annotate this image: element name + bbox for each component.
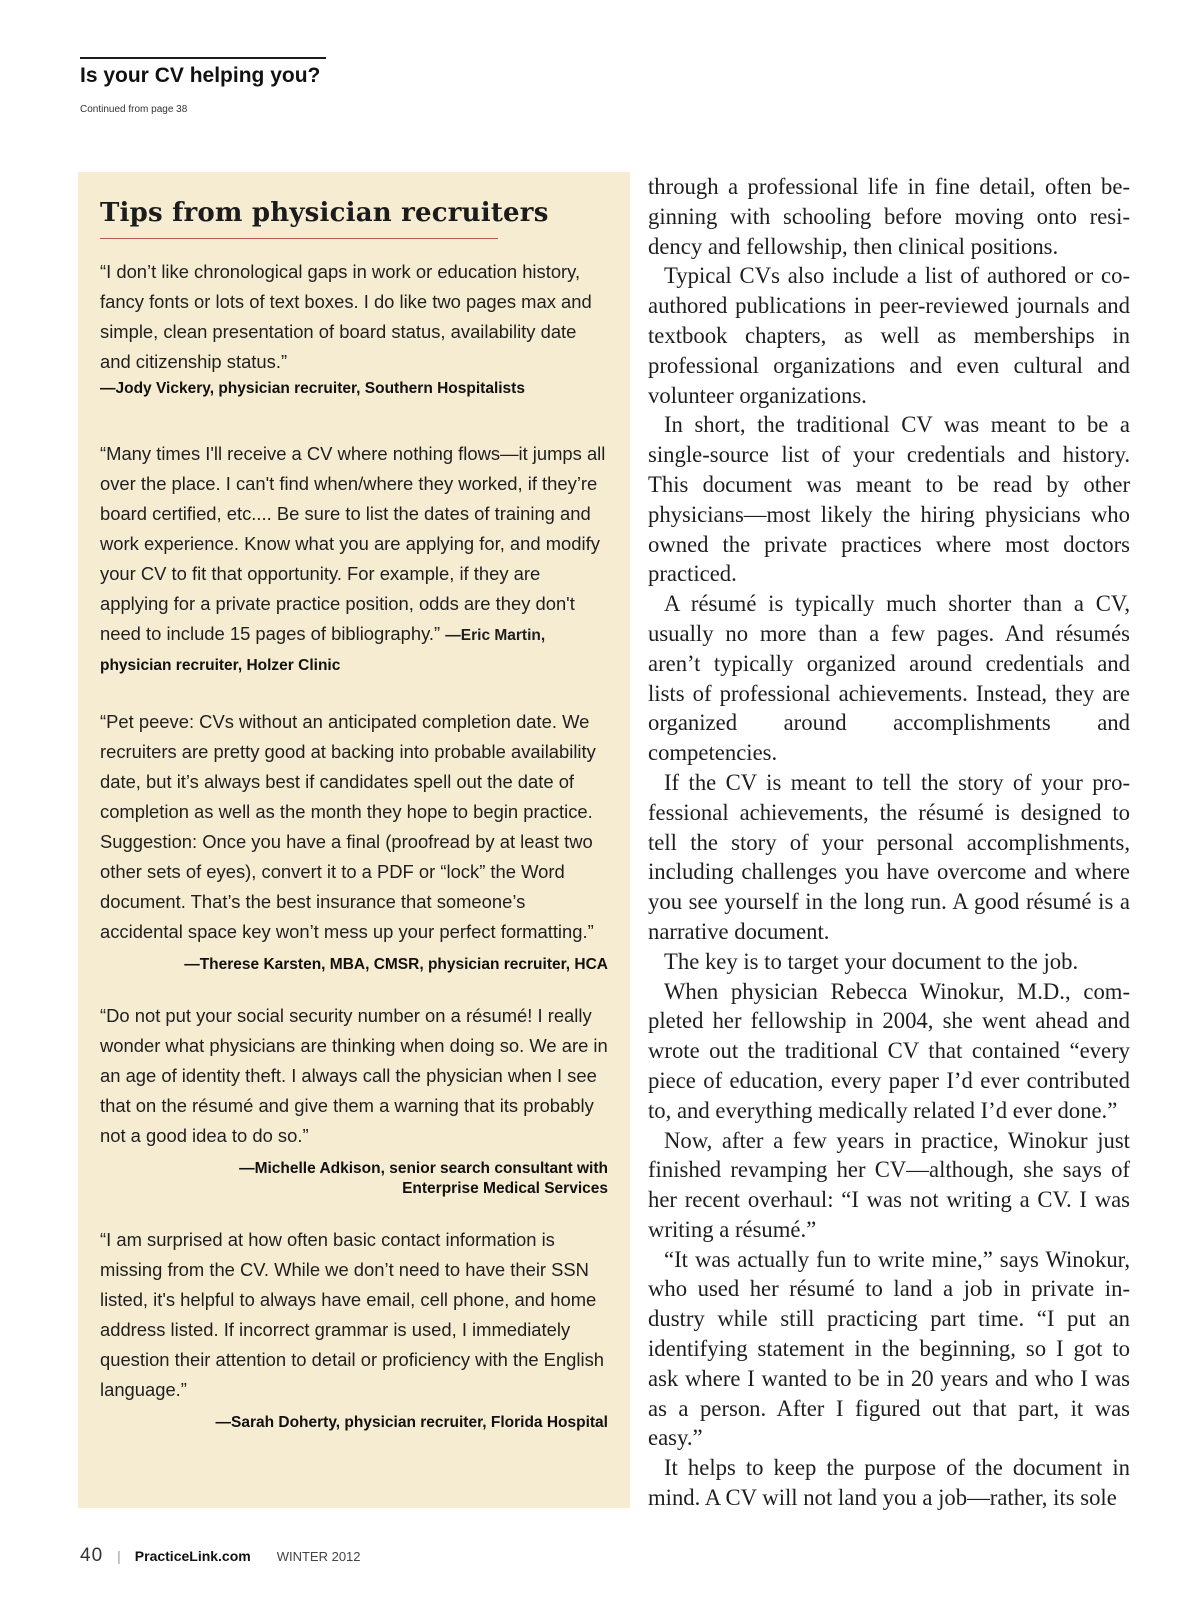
tip-4 — [100, 1001, 608, 1199]
tip-quote-text: “Many times I'll receive a CV where nothing flows—it jumps all over the place. I can't find when/where they worked, if they’re board certified, etc.... Be sure to list the dates of training and work experience. Know what you are applying for, and modify your CV to fit that opportunity. For example, if they are applying for a private practice position, odds are they don't need to include 15 pages of bibliography.” — [100, 443, 606, 645]
tip-attribution: —Eric Martin, — [445, 627, 546, 645]
tip-5 — [100, 1225, 608, 1433]
footer-issue: WINTER 2012 — [276, 1549, 361, 1564]
header-rule — [80, 57, 326, 59]
footer-site: PracticeLink.com — [134, 1548, 251, 1564]
tip-attribution: —Sarah Doherty, physician recruiter, Florida Hospital — [215, 1414, 608, 1432]
article-body — [648, 172, 1130, 1513]
tip-attribution — [100, 1159, 608, 1199]
body-paragraph: Typical CVs also include a list of authored or coauthored publications in peer-reviewed journals and textbook chapters, as well as memberships in professional organizations and even cultural and volunteer organizations. — [648, 263, 1130, 408]
body-paragraph: It helps to keep the purpose of the document in mind. A CV will not land you a job—rather, its sole — [648, 1455, 1130, 1511]
tip-3 — [100, 707, 608, 975]
sidebar-title-rule — [100, 238, 498, 239]
body-paragraph: The key is to target your document to the job. — [664, 948, 1079, 974]
tip-1 — [100, 257, 608, 399]
continued-note: Continued from page 38 — [80, 104, 188, 115]
body-paragraph: “It was actually fun to write mine,” says Winokur, who used her résumé to land a job in private industry while still practicing part time. “I put an identifying statement in the beginning, so I got to ask where I wanted to be in 20 years and who I was as a person. After I figured out that part, it was easy.” — [648, 1246, 1130, 1451]
body-paragraph: Now, after a few years in practice, Winokur just finished revamping her CV—although, she says of her recent overhaul: “I was not writing a CV. I was writing a résumé.” — [648, 1127, 1130, 1242]
recruiter-tips-sidebar — [78, 172, 630, 1508]
tip-attribution-line: —Michelle Adkison, senior search consultant with — [239, 1160, 608, 1178]
tip-quote: “I am surprised at how often basic contact information is missing from the CV. While we don’t need to have their SSN listed, it's helpful to always have email, cell phone, and home address listed. If incorrect grammar is used, I immediately question their attention to detail or proficiency with the English language.” — [100, 1229, 604, 1401]
page-footer — [80, 1545, 361, 1567]
body-paragraph: If the CV is meant to tell the story of your professional achievements, the résumé is designed to tell the story of your personal accomplishments, including challenges you have overcome and where you see yourself in the long run. A good résumé is a narrative document. — [648, 769, 1130, 944]
tip-attribution: —Therese Karsten, MBA, CMSR, physician recruiter, HCA — [184, 956, 608, 974]
tip-attribution-continued: physician recruiter, Holzer Clinic — [100, 657, 341, 675]
page-number: 40 — [80, 1545, 104, 1566]
body-paragraph: A résumé is typically much shorter than a CV, usually no more than a few pages. And résumés aren’t typically organized around credentials and lists of professional achievements. Instead, they are organized around accomplishments and competencies. — [648, 591, 1130, 766]
section-title: Is your CV helping you? — [80, 64, 321, 87]
tip-quote: “Pet peeve: CVs without an anticipated completion date. We recruiters are pretty good at backing into probable availability date, but it’s always best if candidates spell out the date of completion as well as the month they hope to begin practice. Suggestion: Once you have a final (proofread by at least two other sets of eyes), convert it to a PDF or “lock” the Word document. That’s the best insurance that someone’s accidental space key won’t mess up your perfect formatting.” — [100, 711, 596, 943]
sidebar-title: Tips from physician recruiters — [100, 198, 549, 228]
tip-quote: “I don’t like chronological gaps in work or education history, fancy fonts or lots of text boxes. I do like two pages max and simple, clean presentation of board status, availability date and citizenship status.” — [100, 261, 592, 373]
footer-separator: | — [117, 1548, 121, 1564]
body-paragraph: through a professional life in fine detail, often beginning with schooling before moving onto residency and fellowship, then clinical positions. — [648, 174, 1130, 259]
tip-attribution: —Jody Vickery, physician recruiter, Southern Hospitalists — [100, 380, 525, 398]
tip-attribution-line: Enterprise Medical Services — [402, 1180, 608, 1198]
body-paragraph: In short, the traditional CV was meant to be a single-source list of your credentials and history. This document was meant to be read by other physicians—most likely the hiring physicians who owned the private practices where most doctors practiced. — [648, 412, 1130, 587]
tip-quote — [100, 439, 608, 651]
tip-quote: “Do not put your social security number on a résumé! I really wonder what physicians are thinking when doing so. We are in an age of identity theft. I always call the physician when I see that on the résumé and give them a warning that its probably not a good idea to do so.” — [100, 1005, 608, 1147]
tip-2 — [100, 439, 608, 681]
body-paragraph: When physician Rebecca Winokur, M.D., completed her fellowship in 2004, she went ahead and wrote out the traditional CV that contained “every piece of education, every paper I’d ever contributed to, and everything medically related I’d ever done.” — [648, 978, 1130, 1123]
